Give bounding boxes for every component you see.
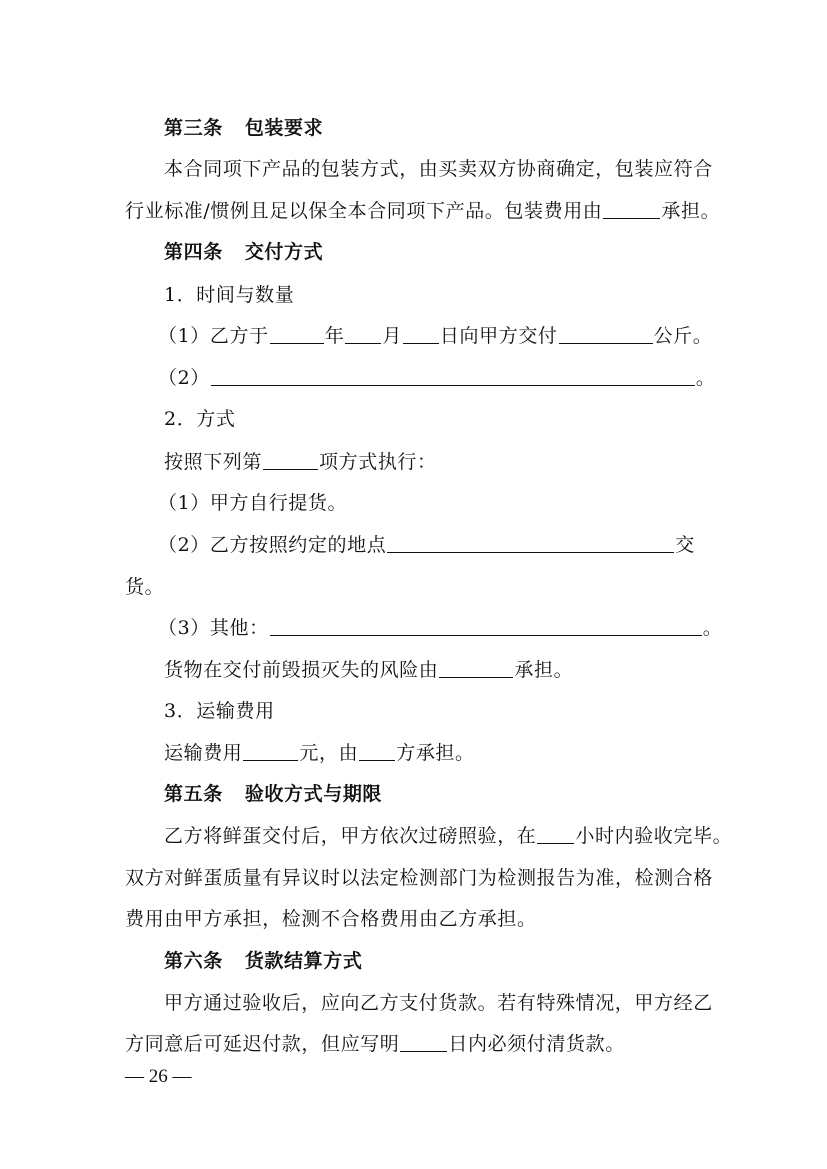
article-3-title: 包装要求 [244,117,324,139]
delivery-other-line: （2） 。 [158,367,716,389]
method-number-blank [263,450,318,470]
section-time-quantity: 1．时间与数量 [164,284,295,306]
method-option-2-cont: 货。 [125,576,165,598]
article-6-para-line-1: 甲方通过验收后，应向乙方支付货款。若有特殊情况，甲方经乙 [164,992,713,1014]
page-number: — 26 — [125,1066,192,1087]
section-method: 2．方式 [164,408,236,430]
month-blank [345,324,381,344]
article-6-title: 货款结算方式 [244,950,363,972]
fee-party-blank [359,741,395,761]
article-6-number: 第六条 [164,950,223,972]
risk-party-blank [439,658,513,678]
article-6-heading [164,948,362,974]
delivery-location-blank [387,533,674,553]
article-4-heading [164,239,323,265]
day-blank [403,324,439,344]
article-6-para-line-2: 方同意后可延迟付款，但应写明 日内必须付清货款。 [125,1033,625,1055]
method-option-3: （3）其他： 。 [158,617,723,639]
section-transport-fee: 3．运输费用 [164,700,275,722]
risk-line: 货物在交付前毁损灭失的风险由 承担。 [164,659,574,681]
method-option-2: （2）乙方按照约定的地点 交 [158,534,695,556]
method-option-1: （1）甲方自行提货。 [158,492,348,514]
method-other-blank [270,616,702,636]
delivery-other-blank [211,366,695,386]
article-5-para-line-3: 费用由甲方承担，检测不合格费用由乙方承担。 [125,908,537,930]
article-3-para-line-1: 本合同项下产品的包装方式，由买卖双方协商确定，包装应符合 [164,158,713,180]
fee-amount-blank [243,741,298,761]
packaging-fee-blank [603,199,660,219]
payment-days-blank [400,1032,447,1052]
article-5-para-line-1: 乙方将鲜蛋交付后，甲方依次过磅照验，在 小时内验收完毕。 [164,825,733,847]
inspection-hours-blank [537,824,574,844]
article-5-number: 第五条 [164,783,223,805]
delivery-time-line: （1）乙方于 年 月 日向甲方交付 公斤。 [158,325,713,347]
method-selection-line: 按照下列第 项方式执行： [164,451,437,473]
article-5-heading [164,781,382,807]
quantity-blank [559,324,653,344]
article-3-heading [164,115,323,141]
article-4-number: 第四条 [164,241,223,263]
transport-fee-line: 运输费用 元，由 方承担。 [164,742,475,764]
article-5-para-line-2: 双方对鲜蛋质量有异议时以法定检测部门为检测报告为准，检测合格 [125,867,714,889]
article-3-para-line-2: 行业标准/惯例且足以保全本合同项下产品。包装费用由 承担。 [125,200,721,222]
article-4-title: 交付方式 [244,241,324,263]
article-3-number: 第三条 [164,117,223,139]
year-blank [270,324,324,344]
article-5-title: 验收方式与期限 [244,783,383,805]
